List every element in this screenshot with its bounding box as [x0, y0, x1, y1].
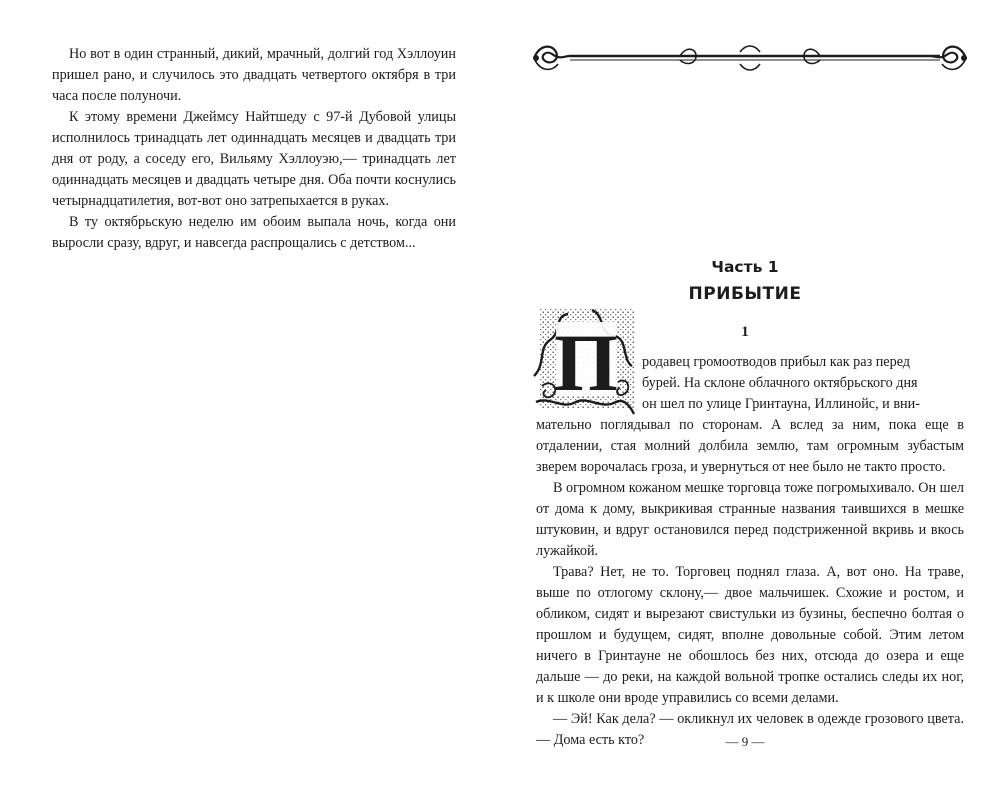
part-heading [525, 256, 965, 306]
drop-cap-letter: П [554, 317, 618, 408]
left-paragraph-3: В ту октябрьскую неделю им обоим выпала ночь, когда они выросли сразу, вдруг, и навсегда распрощались с детством... [52, 214, 456, 251]
left-text-block [52, 44, 456, 254]
chapter-number: 1 [741, 324, 749, 340]
right-text-block [536, 352, 964, 751]
first-paragraph [536, 352, 964, 478]
part-title: Часть 1 [711, 258, 779, 276]
right-paragraph-3: Трава? Нет, не то. Торговец поднял глаза. А, вот оно. На траве, выше по отлогому склону,— двое мальчишек. Схожие и ростом, и обликом, сидят и вырезают свистульки из бузины, беспечно болтая о прошлом и будущем, сидят, вполне довольные собой. Этим летом ничего в Гринтауне не обошлось без них, отсюда до озера и еще дальше — до реки, на каждой вольной тропке остались следы их ног, и к школе они вроде управились со всеми делами. [536, 564, 964, 706]
right-paragraph-2: В огромном кожаном мешке торговца тоже погромыхивало. Он шел от дома к дому, выкрикивая странные названия таившихся в мешке штуковин, и вдруг остановился перед подстриженной вкривь и вкось лужайкой. [536, 480, 964, 559]
first-paragraph-line-1: родавец громоотводов прибыл как раз перед [642, 354, 911, 370]
page-number: — 9 — [725, 734, 765, 749]
ornamental-border-icon [530, 38, 970, 78]
right-paragraph-4: — Эй! Как дела? — окликнул их человек в одежде грозового цвета.— Дома есть кто? [536, 711, 964, 748]
left-paragraph-1: Но вот в один странный, дикий, мрачный, долгий год Хэллоуин пришел рано, и случилось это двадцать четвертого октября в три часа после полуночи. [52, 46, 456, 104]
first-paragraph-line-3: он шел по улице Гринтауна, Иллинойс, и вни- [642, 396, 920, 412]
part-name: ПРИБЫТИЕ [688, 284, 802, 304]
first-paragraph-rest: мательно поглядывал по сторонам. А вслед за ним, пока еще в отдалении, стая молний долбила землю, там огромным зубастым зверем ворочалась гроза, и увернуться от нее было не такто просто. [536, 417, 964, 475]
first-paragraph-line-2: бурей. На склоне облачного октябрьского дня [642, 375, 918, 391]
left-paragraph-2: К этому времени Джеймсу Найтшеду с 97-й Дубовой улицы исполнилось тринадцать лет одиннадцать месяцев и двадцать три дня от роду, а соседу его, Вильяму Хэллоуэю,— тринадцать лет одиннадцать месяцев и двадцать четыре дня. Оба почти коснулись четырнадцатилетия, вот-вот оно затрепыхается в руках. [52, 109, 456, 209]
